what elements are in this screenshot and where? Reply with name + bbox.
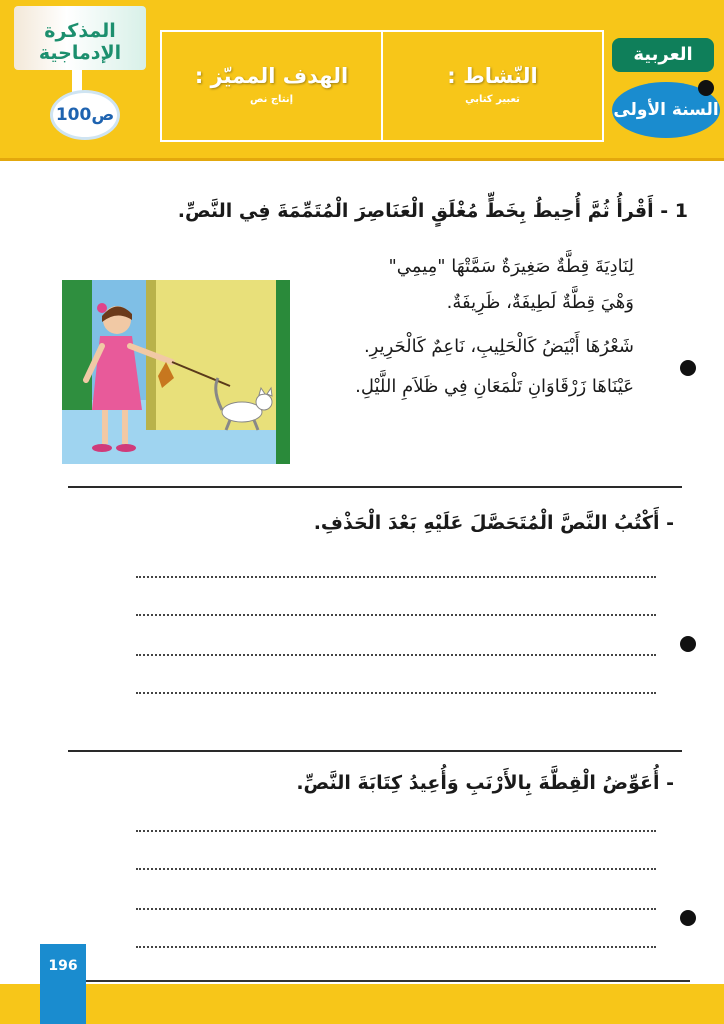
exercise-1-instruction: 1 - أَقْرأُ ثُمَّ أُحِيطُ بِخَطٍّ مُغْلَقٍ الْعَنَاصِرَ الْمُتَمِّمَةَ فِي النَّصِّ. [177,200,688,222]
subject-badge: العربية [612,38,714,72]
section-divider [68,750,682,752]
text-line-2: وَهْيَ قِطَّةٌ لَطِيفَةٌ، ظَرِيفَةٌ. [446,292,634,313]
footer-rule [40,980,690,982]
section-divider [68,486,682,488]
activity-title: النّشاط : [447,64,538,88]
answer-line[interactable] [136,692,656,694]
answer-line[interactable] [136,576,656,578]
activity-cell [383,32,602,140]
activity-value: تعبير كتابي [465,94,520,105]
year-badge: السنة الأولى [612,82,720,138]
answer-line[interactable] [136,614,656,616]
exercise-2-instruction: - أَكْتُبُ النَّصَّ الْمُتَحَصَّلَ عَلَيْهِ بَعْدَ الْحَذْفِ. [313,512,674,534]
answer-line[interactable] [136,868,656,870]
lesson-info-box [160,30,604,142]
binder-hole-icon [698,80,714,96]
footer-band [0,984,724,1024]
target-title: الهدف المميّز : [194,64,349,88]
memo-title: المذكرة الإدماجية [38,20,122,64]
target-value: إنتاج نص [249,94,294,105]
memo-tab-stem [72,70,82,92]
binder-hole-icon [680,636,696,652]
binder-hole-icon [680,360,696,376]
binder-hole-icon [680,910,696,926]
page-header [0,0,724,161]
target-cell [162,32,383,140]
answer-line[interactable] [136,654,656,656]
page-number: 196 [48,958,78,974]
answer-line[interactable] [136,946,656,948]
girl-and-cat-illustration [62,280,290,464]
answer-line[interactable] [136,908,656,910]
text-line-4: عَيْنَاهَا زَرْقَاوَانِ تَلْمَعَانِ فِي ظَلاَمِ اللَّيْلِ. [355,376,634,397]
text-line-1: لِنَادِيَةَ قِطَّةٌ صَغِيرَةٌ سَمَّتْهَا "مِيمِي" [388,256,634,277]
exercise-3-instruction: - أُعَوِّضُ الْقِطَّةَ بِالأَرْنَبِ وَأُعِيدُ كِتَابَةَ النَّصِّ. [296,772,674,794]
answer-line[interactable] [136,830,656,832]
lesson-number-badge: ص100 [50,90,120,140]
page-number-box [40,944,86,1024]
memo-tab [14,6,146,70]
text-line-3: شَعْرُهَا أَبْيَضُ كَالْحَلِيبِ، نَاعِمٌ كَالْحَرِيرِ. [363,336,634,357]
